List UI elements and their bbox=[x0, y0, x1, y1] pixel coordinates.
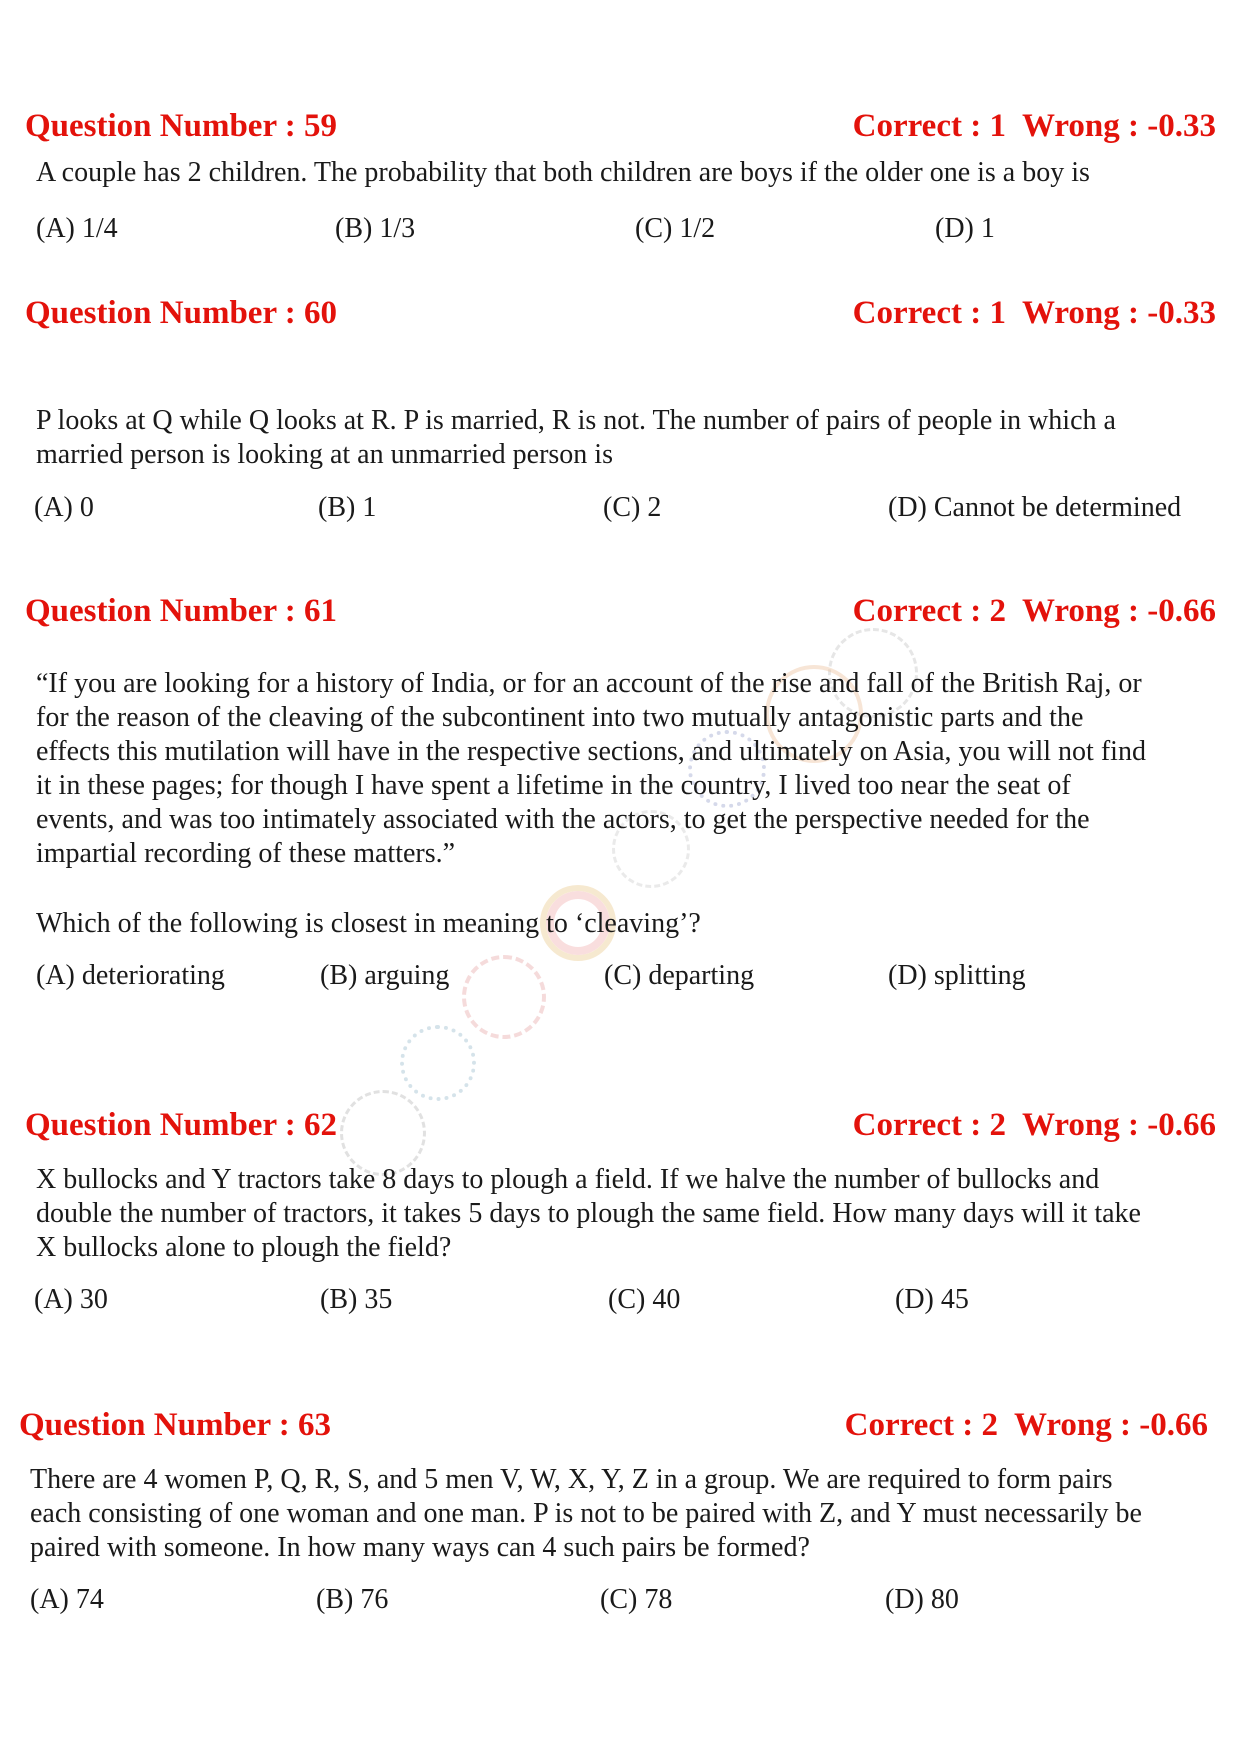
option-c[interactable]: (C) 40 bbox=[608, 1284, 681, 1315]
question-header bbox=[0, 591, 1240, 635]
option-b[interactable]: (B) arguing bbox=[320, 960, 450, 991]
option-a[interactable]: (A) deteriorating bbox=[36, 960, 225, 991]
question-header bbox=[0, 293, 1240, 337]
option-a[interactable]: (A) 74 bbox=[30, 1584, 104, 1615]
option-c[interactable]: (C) departing bbox=[604, 960, 755, 991]
option-b[interactable]: (B) 76 bbox=[316, 1584, 389, 1615]
option-a[interactable]: (A) 0 bbox=[34, 492, 94, 523]
wrong-marks: Wrong : -0.66 bbox=[1021, 1107, 1216, 1143]
question-text: X bullocks and Y tractors take 8 days to plough a field. If we halve the number of bullocks and double the number of tractors, it takes 5 days to plough the same field. How many days will it take X bullocks alone to plough the field? bbox=[36, 1164, 1141, 1263]
marking-scheme bbox=[845, 1405, 1208, 1445]
option-c[interactable]: (C) 78 bbox=[600, 1584, 673, 1615]
question-60 bbox=[0, 293, 1240, 523]
correct-marks: Correct : 2 bbox=[844, 1407, 998, 1443]
question-63 bbox=[0, 1405, 1240, 1615]
question-header bbox=[0, 1105, 1240, 1149]
question-59 bbox=[0, 106, 1240, 244]
wrong-marks: Wrong : -0.33 bbox=[1021, 295, 1216, 331]
option-d[interactable]: (D) 1 bbox=[935, 213, 995, 244]
wrong-marks: Wrong : -0.66 bbox=[1021, 593, 1216, 629]
option-a[interactable]: (A) 1/4 bbox=[36, 213, 118, 244]
question-number: Question Number : 62 bbox=[25, 1107, 337, 1143]
option-b[interactable]: (B) 35 bbox=[320, 1284, 393, 1315]
question-number: Question Number : 61 bbox=[25, 593, 337, 629]
correct-marks: Correct : 2 bbox=[852, 1107, 1006, 1143]
marking-scheme bbox=[853, 106, 1216, 146]
wrong-marks: Wrong : -0.33 bbox=[1021, 108, 1216, 144]
option-d[interactable]: (D) 45 bbox=[895, 1284, 969, 1315]
option-b[interactable]: (B) 1/3 bbox=[335, 213, 416, 244]
option-c[interactable]: (C) 1/2 bbox=[635, 213, 716, 244]
option-c[interactable]: (C) 2 bbox=[603, 492, 662, 523]
marking-scheme bbox=[853, 1105, 1216, 1145]
wrong-marks: Wrong : -0.66 bbox=[1013, 1407, 1208, 1443]
question-header bbox=[0, 1405, 1240, 1449]
option-b[interactable]: (B) 1 bbox=[318, 492, 377, 523]
passage-text: “If you are looking for a history of India, or for an account of the rise and fall of the British Raj, or for the reason of the cleaving of the subcontinent into two mutually antagonistic parts and the effects this mutilation will have in the respective sections, and ultimately on Asia, you will not find it in these pages; for though I have spent a lifetime in the country, I lived too near the seat of events, and was too intimately associated with the actors, to get the perspective needed for the impartial recording of these matters.” bbox=[36, 668, 1146, 869]
question-text: A couple has 2 children. The probability that both children are boys if the older one is a boy is bbox=[36, 157, 1090, 188]
correct-marks: Correct : 1 bbox=[852, 108, 1006, 144]
question-header bbox=[0, 106, 1240, 150]
seal-icon bbox=[462, 955, 546, 1039]
question-61 bbox=[0, 591, 1240, 991]
question-number: Question Number : 59 bbox=[25, 108, 337, 144]
question-text: Which of the following is closest in meaning to ‘cleaving’? bbox=[36, 908, 701, 939]
question-text: There are 4 women P, Q, R, S, and 5 men V, W, X, Y, Z in a group. We are required to form pairs each consisting of one woman and one man. P is not to be paired with Z, and Y must necessarily be paired with someone. In how many ways can 4 such pairs be formed? bbox=[30, 1464, 1142, 1563]
correct-marks: Correct : 1 bbox=[852, 295, 1006, 331]
marking-scheme bbox=[853, 293, 1216, 333]
question-text: P looks at Q while Q looks at R. P is married, R is not. The number of pairs of people in which a married person is looking at an unmarried person is bbox=[36, 405, 1116, 470]
option-d[interactable]: (D) 80 bbox=[885, 1584, 959, 1615]
question-number: Question Number : 60 bbox=[25, 295, 337, 331]
gear-seal-icon bbox=[400, 1025, 476, 1101]
option-d[interactable]: (D) Cannot be determined bbox=[888, 492, 1182, 523]
correct-marks: Correct : 2 bbox=[852, 593, 1006, 629]
marking-scheme bbox=[853, 591, 1216, 631]
question-62 bbox=[0, 1105, 1240, 1315]
option-a[interactable]: (A) 30 bbox=[34, 1284, 108, 1315]
option-d[interactable]: (D) splitting bbox=[888, 960, 1026, 991]
question-number: Question Number : 63 bbox=[19, 1407, 331, 1443]
